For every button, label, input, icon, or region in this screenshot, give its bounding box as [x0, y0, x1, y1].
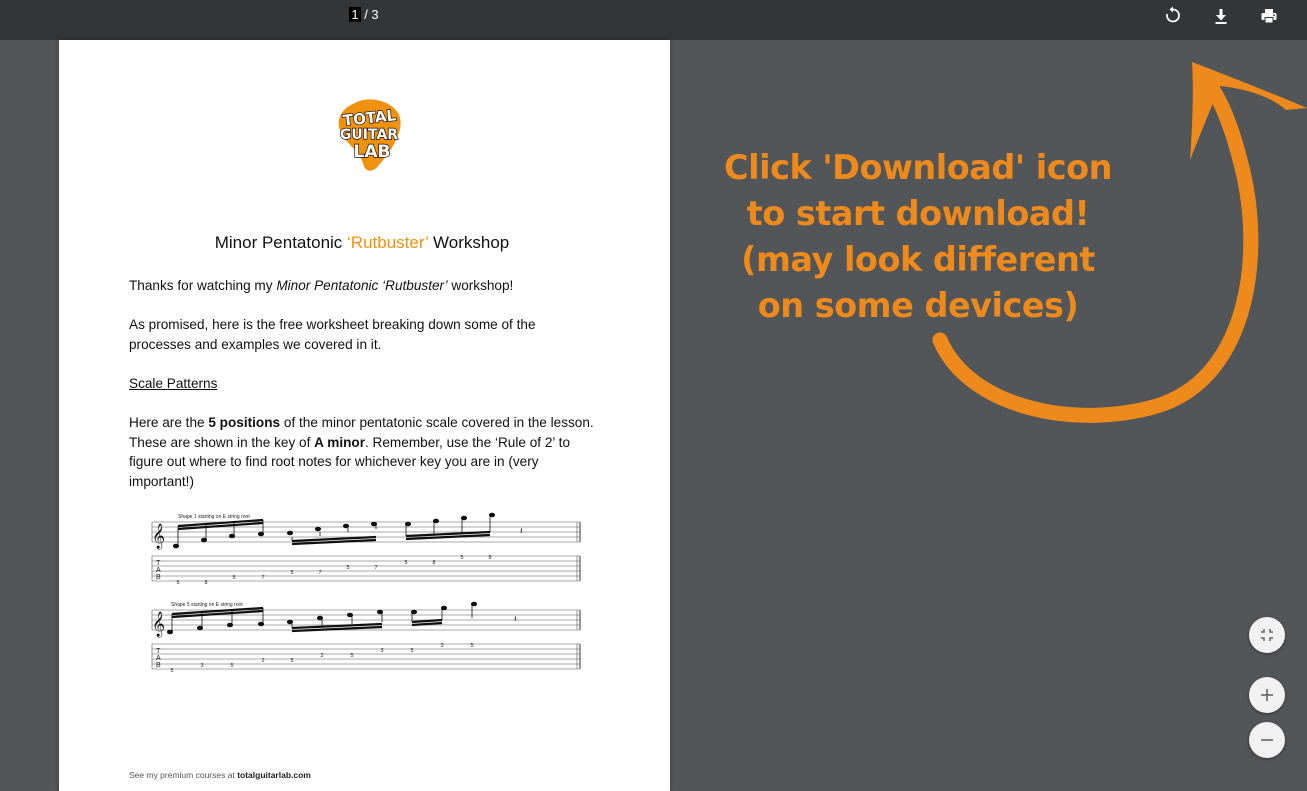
- tab-number: 7: [318, 570, 322, 576]
- tab-number: 8: [204, 580, 208, 586]
- tab-number: 7: [374, 565, 378, 571]
- download-button[interactable]: [1208, 3, 1234, 29]
- fit-to-page-icon: [1249, 617, 1285, 653]
- logo-line-3: LAB: [353, 142, 391, 162]
- footer-text: See my premium courses at: [129, 770, 238, 780]
- tab-number: 8: [488, 555, 492, 561]
- tab1-caption: Shape 1 starting on E string root: [178, 514, 250, 520]
- download-instructions: [712, 145, 1124, 329]
- zoom-out-button[interactable]: [1249, 722, 1285, 758]
- tab-number: 5: [176, 580, 180, 586]
- tab-number: 3: [440, 643, 444, 649]
- tab-number: 5: [290, 658, 294, 664]
- zoom-out-icon: [1249, 722, 1285, 758]
- instruction-line-4: on some devices): [757, 286, 1079, 325]
- print-icon: [1256, 3, 1282, 29]
- rest-icon: 𝄽: [514, 614, 517, 624]
- pos-text-b: of the minor pentatonic scale covered in the lesson. These are shown in the key of: [129, 415, 594, 450]
- document-footer: [129, 770, 311, 780]
- total-pages: / 3: [360, 7, 379, 22]
- pos-bold-b: A minor: [314, 434, 365, 450]
- tab-number: 5: [170, 668, 174, 674]
- intro-paragraph: [129, 276, 599, 296]
- tab-letter-b: B: [156, 662, 161, 669]
- title-text: Minor Pentatonic: [214, 233, 348, 252]
- tab-shape-1: [148, 512, 588, 592]
- title-accent: ‘Rutbuster’: [347, 233, 429, 252]
- zoom-in-button[interactable]: [1249, 677, 1285, 713]
- tab-number: 2: [261, 658, 265, 664]
- tab-number: 5: [410, 648, 414, 654]
- print-button[interactable]: [1256, 3, 1282, 29]
- tab-number: 5: [404, 560, 408, 566]
- tab-letter-a: A: [156, 655, 161, 662]
- tab-number: 2: [320, 653, 324, 659]
- tab2-caption: Shape 5 starting on E string root: [171, 602, 243, 608]
- tab-number: 5: [230, 663, 234, 669]
- page-indicator: [348, 6, 380, 24]
- total-guitar-lab-logo: [335, 97, 405, 175]
- positions-paragraph: [129, 413, 599, 491]
- fit-to-page-button[interactable]: [1249, 617, 1285, 653]
- treble-clef-icon: 𝄞: [152, 523, 166, 548]
- promise-paragraph: As promised, here is the free worksheet breaking down some of the processes and examples we covered in it.: [129, 317, 536, 352]
- footer-link[interactable]: totalguitarlab.com: [237, 770, 311, 780]
- pos-text-a: Here are the: [129, 415, 209, 431]
- pos-text-c: . Remember, use the ‘Rule of 2’ to figure out where to find root notes for whichever key you are in (very important!): [129, 434, 571, 489]
- current-page[interactable]: 1: [351, 7, 359, 22]
- tab-letter-a: A: [156, 567, 161, 574]
- download-icon: [1208, 3, 1234, 29]
- logo-line-2: GUITAR: [339, 127, 399, 143]
- instruction-line-1: Click 'Download' icon: [724, 148, 1112, 187]
- viewer-toolbar: [0, 0, 1307, 40]
- section-heading: Scale Patterns: [129, 375, 218, 391]
- tab-letter-t: T: [156, 560, 161, 567]
- pos-bold-a: 5 positions: [208, 415, 281, 431]
- tab-number: 5: [232, 575, 236, 581]
- treble-clef-icon: 𝄞: [152, 611, 166, 636]
- tab-number: 3: [380, 648, 384, 654]
- document-title: [59, 233, 665, 253]
- tab-number: 3: [200, 663, 204, 669]
- logo-line-1: TOTAL: [342, 106, 397, 130]
- rotate-button[interactable]: [1160, 3, 1186, 29]
- tab-shape-5: [148, 600, 588, 680]
- instruction-line-3: (may look different: [741, 240, 1095, 279]
- intro-text-end: workshop!: [447, 278, 514, 293]
- rotate-icon: [1160, 3, 1186, 29]
- pdf-page[interactable]: [59, 40, 670, 791]
- tab-number: 8: [432, 560, 436, 566]
- document-body: [129, 276, 599, 511]
- tab-number: 5: [290, 570, 294, 576]
- rest-icon: 𝄽: [520, 526, 523, 536]
- tab-number: 5: [350, 653, 354, 659]
- tab-letter-t: T: [156, 648, 161, 655]
- zoom-in-icon: [1249, 677, 1285, 713]
- tab-number: 5: [460, 555, 464, 561]
- tab-number: 5: [346, 565, 350, 571]
- title-text-end: Workshop: [428, 233, 510, 252]
- tab-number: 5: [470, 643, 474, 649]
- intro-text: Thanks for watching my: [129, 278, 277, 293]
- tab-letter-b: B: [156, 574, 161, 581]
- intro-emphasis: Minor Pentatonic ‘Rutbuster’: [276, 278, 448, 293]
- instruction-line-2: to start download!: [746, 194, 1090, 233]
- tab-number: 7: [261, 575, 265, 581]
